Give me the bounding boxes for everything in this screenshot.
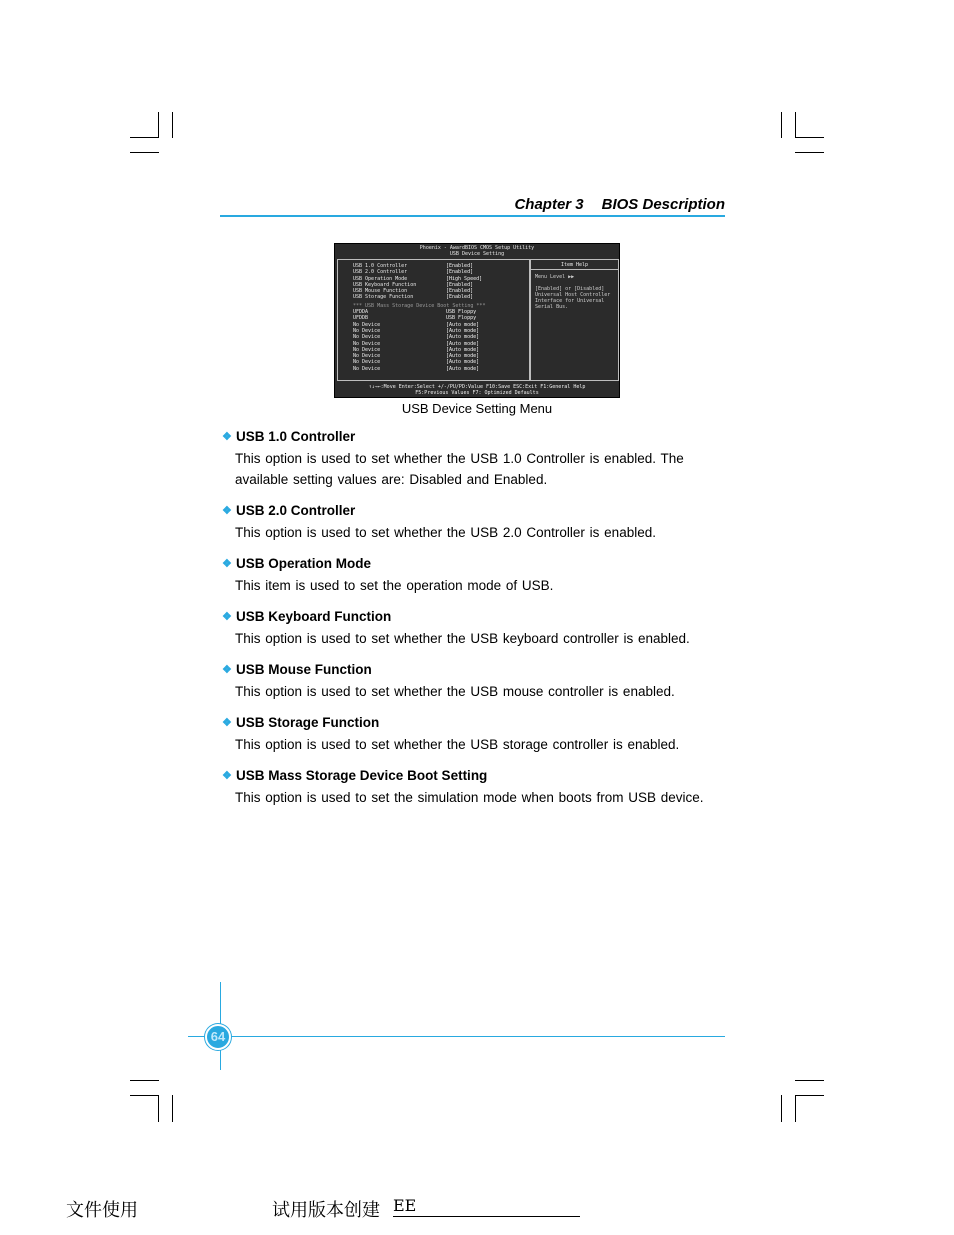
crop-mark bbox=[795, 112, 796, 138]
diamond-bullet-icon: ❖ bbox=[222, 664, 232, 676]
bios-row-label: No Device bbox=[353, 365, 381, 372]
diamond-bullet-icon: ❖ bbox=[222, 770, 232, 782]
bios-row-value: [Auto mode] bbox=[446, 334, 480, 341]
section-title: USB 1.0 Controller bbox=[236, 429, 356, 444]
bios-title bbox=[335, 244, 619, 258]
crop-mark bbox=[795, 1095, 824, 1096]
bios-footer-line2: F5:Previous Values F7: Optimized Defaults bbox=[415, 390, 539, 397]
section bbox=[222, 715, 742, 755]
crop-mark bbox=[130, 137, 159, 138]
bios-help-text: [Enabled] or [Disabled] Universal Host Controller Interface for Universal Serial Bus. bbox=[535, 285, 611, 311]
bios-row-label: UFDDA bbox=[353, 309, 369, 316]
section-body: This item is used to set the operation mode of USB. bbox=[235, 578, 554, 593]
section-heading bbox=[222, 662, 742, 677]
page-vertical-rule bbox=[220, 982, 221, 1024]
bios-sub-heading: *** USB Mass Storage Device Boot Setting *** bbox=[353, 302, 486, 309]
bios-row-label: No Device bbox=[353, 340, 381, 347]
bios-row-label: USB Keyboard Function bbox=[353, 281, 417, 288]
bios-help-body bbox=[531, 270, 618, 314]
bios-row-label: No Device bbox=[353, 346, 381, 353]
watermark-tail: EE bbox=[393, 1196, 417, 1215]
bios-row-label: USB Operation Mode bbox=[353, 275, 408, 282]
bios-help-panel bbox=[530, 259, 619, 381]
bios-row-value: [Enabled] bbox=[446, 288, 474, 295]
section-heading bbox=[222, 556, 742, 571]
bios-row-label: USB 2.0 Controller bbox=[353, 269, 408, 276]
bios-devices-list bbox=[353, 309, 529, 372]
bios-row-label: USB Storage Function bbox=[353, 294, 414, 301]
crop-mark bbox=[130, 1095, 159, 1096]
bios-row-value: [Auto mode] bbox=[446, 340, 480, 347]
bios-row-label: No Device bbox=[353, 327, 381, 334]
section-body: This option is used to set whether the USB mouse controller is enabled. bbox=[235, 684, 675, 699]
crop-mark bbox=[158, 1095, 159, 1122]
section bbox=[222, 609, 742, 649]
crop-mark bbox=[130, 152, 159, 153]
section-title: USB Mouse Function bbox=[236, 662, 372, 677]
bios-row-value: [Auto mode] bbox=[446, 321, 480, 328]
chapter-label: Chapter 3 bbox=[514, 196, 584, 213]
crop-mark bbox=[130, 1080, 159, 1081]
bios-help-menu-level: Menu Level ▶▶ bbox=[535, 274, 575, 281]
section-heading bbox=[222, 715, 742, 730]
section bbox=[222, 429, 742, 490]
bios-row-value: [Auto mode] bbox=[446, 346, 480, 353]
section bbox=[222, 556, 742, 596]
section-body: This option is used to set whether the USB 2.0 Controller is enabled. bbox=[235, 525, 656, 540]
diamond-bullet-icon: ❖ bbox=[222, 505, 232, 517]
page-number: 64 bbox=[205, 1024, 231, 1050]
crop-mark bbox=[795, 152, 824, 153]
crop-mark bbox=[172, 1095, 173, 1122]
bios-row-value: [Auto mode] bbox=[446, 365, 480, 372]
bios-row-label: UFDDB bbox=[353, 315, 369, 322]
section-body: This option is used to set whether the USB keyboard controller is enabled. bbox=[235, 631, 690, 646]
bios-row-value: [Auto mode] bbox=[446, 327, 480, 334]
diamond-bullet-icon: ❖ bbox=[222, 431, 232, 443]
bios-footer-line1: ↑↓→←:Move Enter:Select +/-/PU/PD:Value F10:Save ESC:Exit F1:General Help bbox=[368, 384, 586, 390]
bios-row bbox=[353, 366, 529, 372]
section bbox=[222, 662, 742, 702]
crop-mark bbox=[795, 1095, 796, 1122]
diamond-bullet-icon: ❖ bbox=[222, 611, 232, 623]
page-header bbox=[220, 196, 725, 213]
bios-row-value: USB Floppy bbox=[446, 315, 477, 322]
section-title: USB Mass Storage Device Boot Setting bbox=[236, 768, 488, 783]
section-heading bbox=[222, 768, 742, 783]
diamond-bullet-icon: ❖ bbox=[222, 558, 232, 570]
section-heading bbox=[222, 429, 742, 444]
watermark-underline bbox=[393, 1216, 580, 1217]
bios-row-value: USB Floppy bbox=[446, 309, 477, 316]
section-body: This option is used to set whether the USB 1.0 Controller is enabled. The available setting values are: Disabled and Enabled. bbox=[235, 451, 684, 487]
section-heading bbox=[222, 609, 742, 624]
section-body: This option is used to set the simulation mode when boots from USB device. bbox=[235, 790, 704, 805]
figure-caption: USB Device Setting Menu bbox=[401, 401, 553, 416]
section-title: USB Storage Function bbox=[236, 715, 380, 730]
bios-row-label: No Device bbox=[353, 359, 381, 366]
crop-mark bbox=[158, 112, 159, 138]
page-vertical-rule bbox=[220, 1050, 221, 1070]
bios-row-label: No Device bbox=[353, 353, 381, 360]
bios-row-value: [Auto mode] bbox=[446, 359, 480, 366]
bios-main-panel bbox=[337, 259, 530, 381]
crop-mark bbox=[795, 1080, 824, 1081]
diamond-bullet-icon: ❖ bbox=[222, 717, 232, 729]
section-body: This option is used to set whether the USB storage controller is enabled. bbox=[235, 737, 680, 752]
header-rule bbox=[220, 215, 725, 217]
bios-settings-list bbox=[353, 263, 529, 301]
bios-row-value: [High Speed] bbox=[446, 275, 483, 282]
bios-row-value: [Enabled] bbox=[446, 281, 474, 288]
section-heading bbox=[222, 503, 742, 518]
bios-row-value: [Enabled] bbox=[446, 294, 474, 301]
bios-row-value: [Enabled] bbox=[446, 263, 474, 269]
bios-title-line1: Phoenix - AwardBIOS CMOS Setup Utility bbox=[419, 245, 535, 251]
bios-row-value: [Enabled] bbox=[446, 269, 474, 276]
watermark-middle: 试用版本创建 bbox=[272, 1200, 380, 1221]
bios-help-title: Item Help bbox=[531, 260, 618, 270]
watermark-left: 文件使用 bbox=[66, 1200, 138, 1221]
crop-mark bbox=[172, 112, 173, 138]
bios-row bbox=[353, 294, 529, 300]
bios-title-line2: USB Device Setting bbox=[449, 251, 505, 258]
section bbox=[222, 503, 742, 543]
bios-row-label: No Device bbox=[353, 334, 381, 341]
page-horizontal-rule bbox=[188, 1036, 725, 1037]
bios-row-label: USB Mouse Function bbox=[353, 288, 408, 295]
bios-screenshot bbox=[334, 243, 620, 398]
chapter-title: BIOS Description bbox=[601, 196, 725, 213]
bios-row-label: USB 1.0 Controller bbox=[353, 263, 408, 269]
section bbox=[222, 768, 742, 808]
crop-mark bbox=[781, 112, 782, 138]
section-title: USB Keyboard Function bbox=[236, 609, 392, 624]
bios-row-value: [Auto mode] bbox=[446, 353, 480, 360]
crop-mark bbox=[781, 1095, 782, 1122]
section-title: USB Operation Mode bbox=[236, 556, 372, 571]
crop-mark bbox=[795, 137, 824, 138]
bios-footer bbox=[335, 384, 619, 397]
bios-row-label: No Device bbox=[353, 321, 381, 328]
section-title: USB 2.0 Controller bbox=[236, 503, 356, 518]
